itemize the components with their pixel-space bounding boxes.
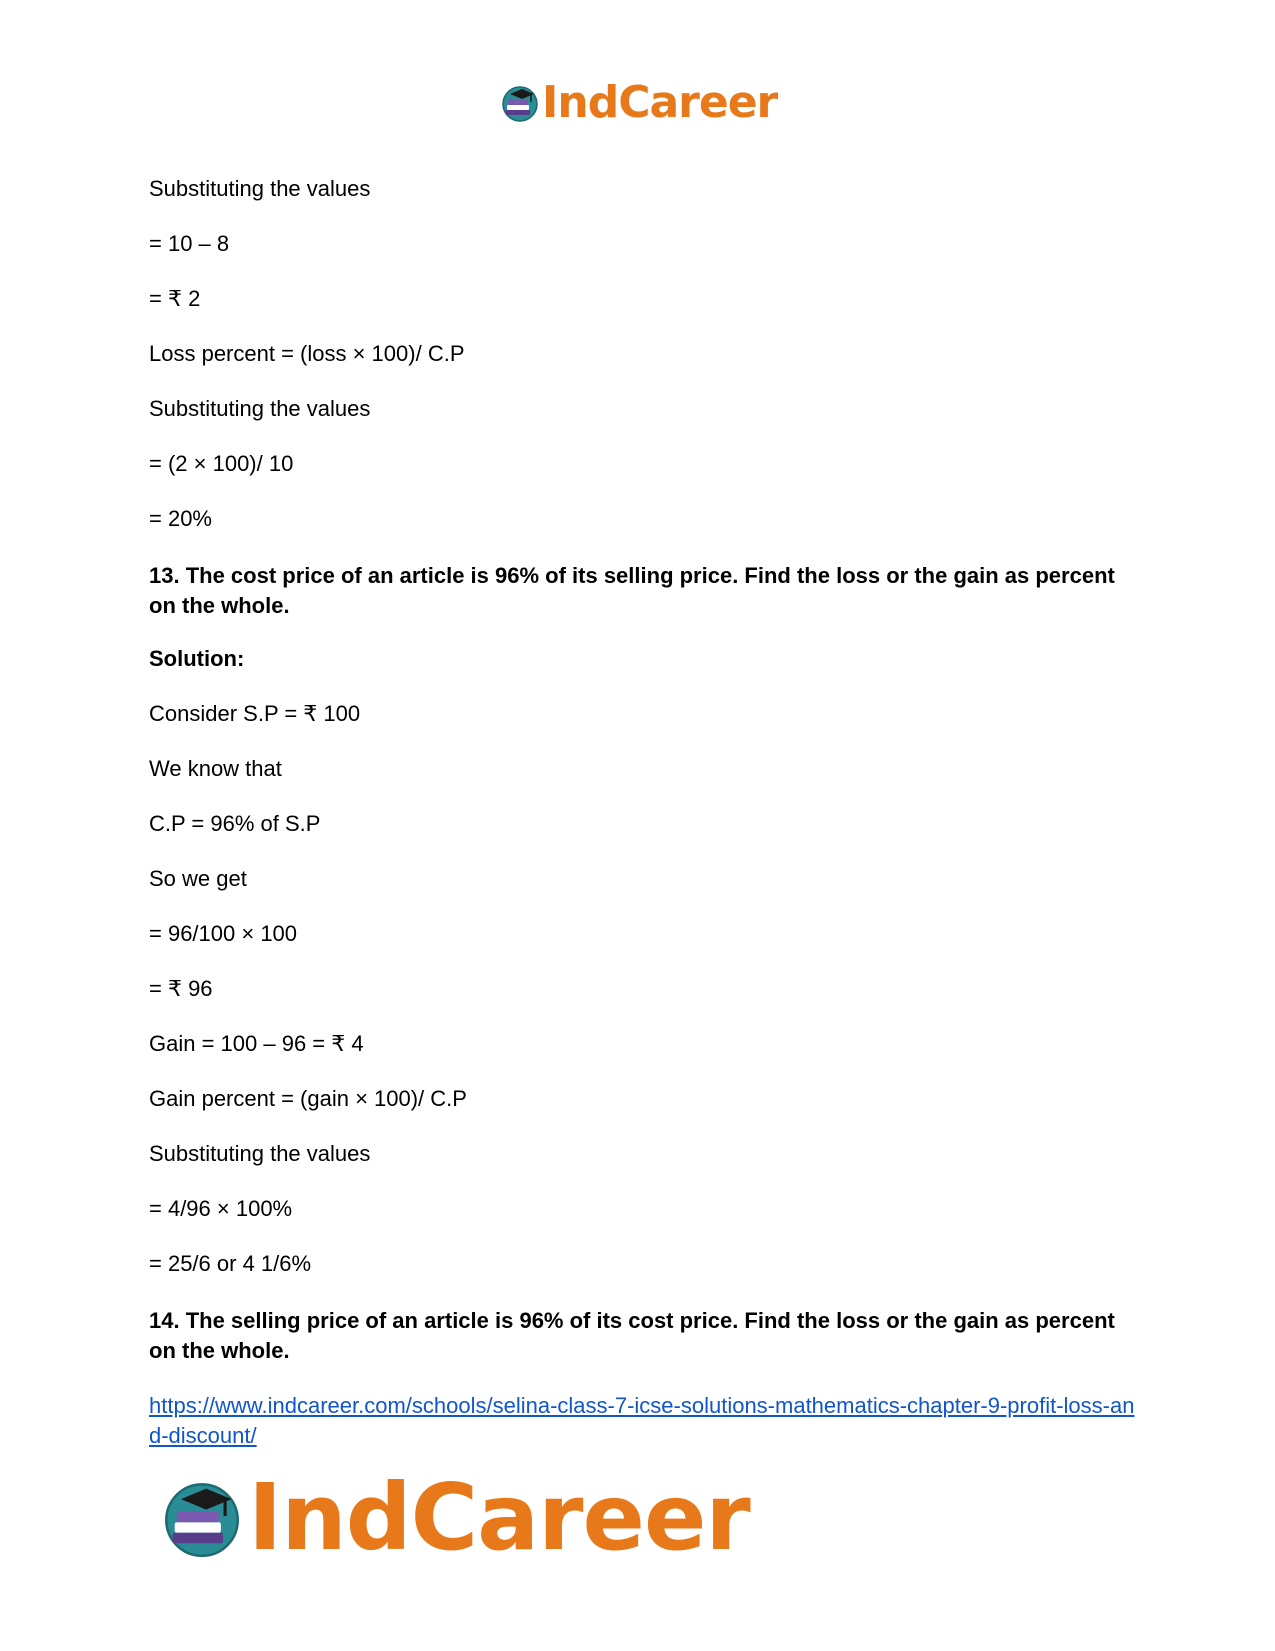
solution-line: = 96/100 × 100: [149, 921, 298, 946]
question-14: 14. The selling price of an article is 96% of its cost price. Find the loss or the gain as percent on the whole.: [149, 1308, 1121, 1363]
solution-line: Gain percent = (gain × 100)/ C.P: [149, 1086, 467, 1111]
text-line: Substituting the values: [149, 176, 371, 201]
text-line: = (2 × 100)/ 10: [149, 451, 294, 476]
logo-text: IndCareer: [542, 77, 778, 128]
source-link[interactable]: https://www.indcareer.com/schools/selina-class-7-icse-solutions-mathematics-chapter-9-profit-loss-and-discount/: [149, 1393, 1135, 1448]
text-line: Substituting the values: [149, 396, 371, 421]
footer-logo: [160, 1464, 750, 1571]
text-line: = 20%: [149, 506, 212, 531]
text-line: Loss percent = (loss × 100)/ C.P: [149, 341, 465, 366]
solution-line: = 25/6 or 4 1/6%: [149, 1251, 312, 1276]
solution-line: So we get: [149, 866, 247, 891]
page-content: [149, 176, 1139, 1451]
graduation-book-globe-icon: [160, 1476, 244, 1560]
solution-label: Solution:: [149, 646, 245, 671]
solution-line: = 4/96 × 100%: [149, 1196, 293, 1221]
header-logo: [500, 78, 777, 128]
solution-line: Gain = 100 – 96 = ₹ 4: [149, 1031, 364, 1056]
text-line: = 10 – 8: [149, 231, 230, 256]
solution-line: = ₹ 96: [149, 976, 213, 1001]
logo-text: IndCareer: [248, 1464, 750, 1571]
solution-line: Consider S.P = ₹ 100: [149, 701, 361, 726]
graduation-book-globe-icon: [500, 83, 540, 123]
text-line: = ₹ 2: [149, 286, 201, 311]
solution-line: Substituting the values: [149, 1141, 371, 1166]
question-13: 13. The cost price of an article is 96% of its selling price. Find the loss or the gain as percent on the whole.: [149, 563, 1121, 618]
solution-line: We know that: [149, 756, 282, 781]
solution-line: C.P = 96% of S.P: [149, 811, 321, 836]
